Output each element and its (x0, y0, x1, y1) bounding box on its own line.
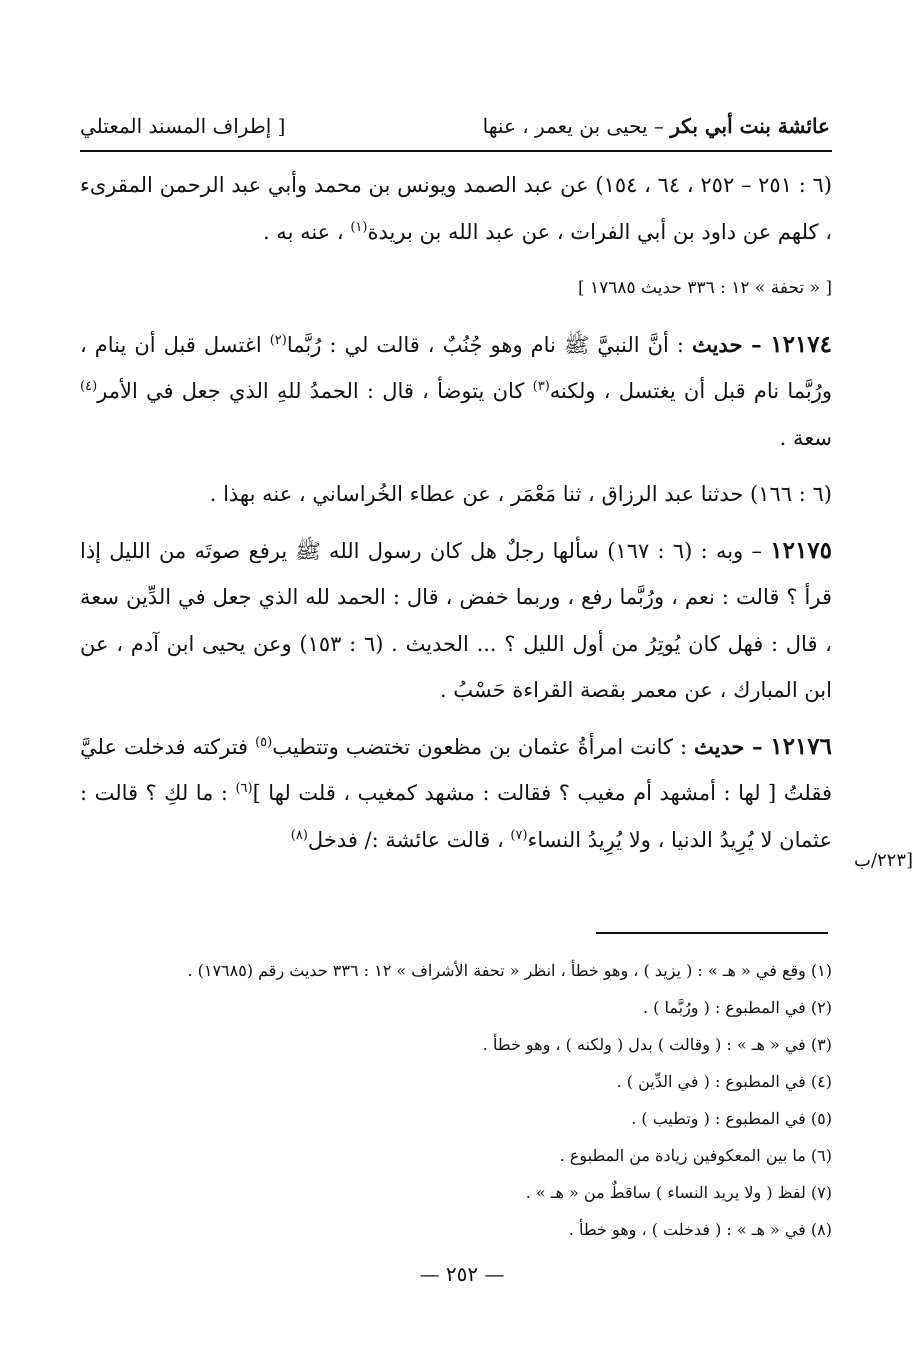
footnote-item: (٤) في المطبوع : ( في الدِّين ) . (616, 1072, 832, 1091)
footnote-item: (٣) في « هـ » : ( وقالت ) بدل ( ولكنه ) ، وهو خطأ . (482, 1035, 832, 1054)
hadith-keyword: – حديث (694, 733, 771, 759)
footnote-item: (٥) في المطبوع : ( وتطيب ) . (631, 1109, 832, 1128)
footnote-item: (٢) في المطبوع : ( ورُبَّما ) . (643, 998, 832, 1017)
header-divider (80, 150, 832, 152)
footnote-divider (596, 932, 828, 934)
header-book-title: [ إطراف المسند المعتلي (80, 114, 286, 138)
footnote-item: (٦) ما بين المعكوفين زيادة من المطبوع . (559, 1146, 832, 1165)
header-chapter-bold: عائشة بنت أبي بكر (670, 114, 830, 138)
footnote-ref: (٤) (80, 379, 98, 394)
footnote-ref: (٣) (532, 379, 550, 394)
footnote-item: (٧) لفظ ( ولا يريد النساء ) ساقطٌ من « هـ » . (525, 1183, 832, 1202)
main-text (80, 162, 832, 873)
tuhfa-citation: [ « تحفة » ١٢ : ٣٣٦ حديث ١٧٦٨٥ ] (577, 278, 832, 298)
footnote-ref: (٢) (269, 332, 287, 348)
header-chapter-rest: – يحيى بن يعمر ، عنها (482, 114, 671, 138)
footnote-item: (٨) في « هـ » : ( فدخلت ) ، وهو خطأ . (568, 1220, 832, 1239)
header-chapter-title (483, 114, 830, 138)
hadith-12176: ١٢١٧٦ – حديث : كانت امرأةُ عثمان بن مظعون تختضب وتتطيب$^{(٥)}$ فتركته فدخلت عليَّ فقلتُ [ لها : أمشهد أم مغيب ؟ فقالت : مشهد كمغيب ، قلت لها ]$^{(٦)}$ : ما لكِ ؟ قالت : عثمان لا يُرِيدُ الدنيا ، ولا يُرِيدُ النساء$^{(٧)}$ ، قالت عائشة :/ فدخل$^{(٨)}$ (80, 732, 832, 852)
hadith-number: ١٢١٧٤ (770, 330, 832, 358)
footnotes (80, 952, 832, 1248)
hadith-keyword: – حديث (691, 331, 771, 357)
hadith-12175: ١٢١٧٥ – وبه : (٦ : ١٦٧) سألها رجلٌ هل كان رسول الله ﷺ يرفع صوتَه من الليل إذا قرأ ؟ قالت : نعم ، ورُبَّما رفع ، وربما خفض ، قال : الحمد لله الذي جعل في الدِّين سعة ، قال : فهل كان يُوتِرُ من أول الليل ؟ ... الحديث . (٦ : ١٥٣) وعن يحيى ابن آدم ، عن ابن المبارك ، عن معمر بقصة القراءة حَسْبُ . (80, 536, 833, 702)
footnote-ref: (٧) (510, 827, 528, 843)
hadith-number: ١٢١٧٥ (770, 536, 833, 564)
hadith-12174: ١٢١٧٤ – حديث : أنَّ النبيَّ ﷺ نام وهو جُنُبٌ ، قالت لي : رُبَّما$^{(٢)}$ اغتسل قبل أن ينام ، ورُبَّما نام قبل أن يغتسل ، ولكنه$^{(٣)}$ كان يتوضأ ، قال : الحمدُ للهِ الذي جعل في الأمر$^{(٤)}$ سعة . (80, 330, 832, 450)
running-header (80, 112, 830, 146)
footnote-ref: (٦) (235, 781, 253, 796)
paragraph-chain-1: (٦ : ٢٥١ – ٢٥٢ ، ٦٤ ، ١٥٤) عن عبد الصمد ويونس بن محمد وأبي عبد الرحمن المقرىء ، كلهم عن داود بن أبي الفرات ، عن عبد الله بن بريدة$^{(١)}$ ، عنه به . (80, 173, 832, 244)
page-number: — ٢٥٢ — (419, 1262, 505, 1286)
manuscript-folio-marker: ٢٢٣/ب] (854, 850, 914, 871)
paragraph-chain-2: (٦ : ١٦٦) حدثنا عبد الرزاق ، ثنا مَعْمَر ، عن عطاء الخُراساني ، عنه بهذا . (209, 482, 832, 506)
footnote-item: (١) وقع في « هـ » : ( يزيد ) ، وهو خطأ ، انظر « تحفة الأشراف » ١٢ : ٣٣٦ حديث رقم (١٧٦٨٥) . (187, 961, 832, 980)
footnote-ref: (٨) (290, 827, 308, 843)
footnote-ref: (١) (350, 219, 368, 235)
hadith-number: ١٢١٧٦ (770, 732, 832, 760)
footnote-ref: (٥) (255, 734, 273, 750)
